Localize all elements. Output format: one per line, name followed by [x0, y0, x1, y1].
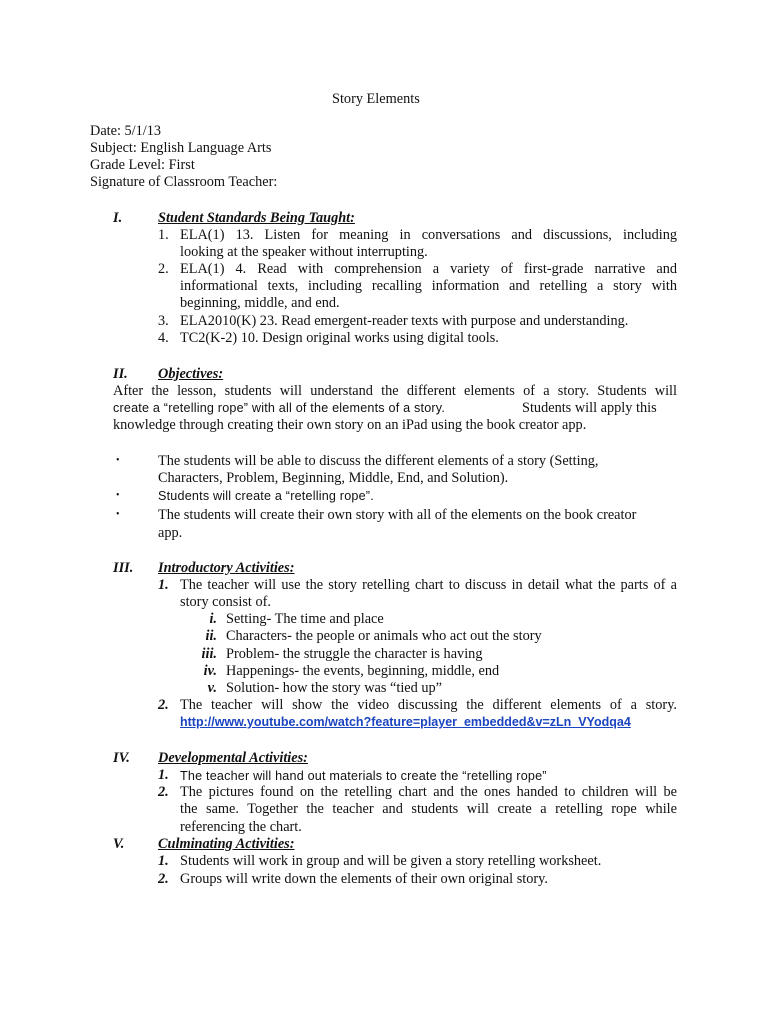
list-item-text: ELA(1) 13. Listen for meaning in conversations and discussions, including: [180, 227, 677, 243]
list-item-text: ELA2010(K) 23. Read emergent-reader texts with purpose and understanding.: [180, 313, 629, 329]
section-numeral: III.: [113, 560, 134, 576]
list-item-text: looking at the speaker without interrupting.: [180, 244, 428, 260]
list-number: 2.: [158, 871, 169, 887]
list-item-text: Groups will write down the elements of their own original story.: [180, 871, 548, 887]
list-number: 2.: [158, 261, 169, 277]
bullet-text: app.: [158, 525, 183, 541]
sub-item-text: Setting- The time and place: [226, 611, 384, 627]
section-heading: Introductory Activities:: [158, 560, 295, 576]
video-link[interactable]: http://www.youtube.com/watch?feature=player_embedded&v=zLn_VYodqa4: [180, 715, 631, 729]
roman-subnumber: ii.: [205, 628, 217, 644]
roman-subnumber: iii.: [201, 646, 217, 662]
list-item-text: ELA(1) 4. Read with comprehension a variety of first-grade narrative and: [180, 261, 677, 277]
roman-subnumber: iv.: [203, 663, 217, 679]
list-number: 1.: [158, 577, 169, 593]
bullet-text: The students will be able to discuss the different elements of a story (Setting,: [158, 453, 599, 469]
section-numeral: I.: [113, 210, 123, 226]
paragraph-line: knowledge through creating their own story on an iPad using the book creator app.: [113, 417, 587, 433]
bullet-text: Students will create a “retelling rope”.: [158, 489, 374, 503]
date-line: Date: 5/1/13: [90, 123, 162, 139]
signature-line: Signature of Classroom Teacher:: [90, 174, 278, 190]
section-heading: Student Standards Being Taught:: [158, 210, 355, 226]
list-item-text: beginning, middle, and end.: [180, 295, 340, 311]
list-item-text: The teacher will hand out materials to create the “retelling rope”: [180, 769, 547, 783]
bullet-icon: •: [116, 509, 120, 520]
paragraph-line: Students will apply this: [522, 400, 657, 416]
list-item-text: The pictures found on the retelling chart and the ones handed to children will be: [180, 784, 677, 800]
subject-line: Subject: English Language Arts: [90, 140, 272, 156]
section-heading: Developmental Activities:: [158, 750, 308, 766]
grade-line: Grade Level: First: [90, 157, 195, 173]
list-item-text: referencing the chart.: [180, 819, 302, 835]
bullet-icon: •: [116, 490, 120, 501]
list-number: 2.: [158, 784, 169, 800]
bullet-text: Characters, Problem, Beginning, Middle, End, and Solution).: [158, 470, 509, 486]
list-item-text: story consist of.: [180, 594, 271, 610]
roman-subnumber: i.: [209, 611, 217, 627]
list-item-text: The teacher will use the story retelling chart to discuss in detail what the parts of a: [180, 577, 677, 593]
list-item-text: TC2(K-2) 10. Design original works using digital tools.: [180, 330, 499, 346]
section-numeral: IV.: [113, 750, 130, 766]
bullet-icon: •: [116, 455, 120, 466]
paragraph-line: After the lesson, students will understand the different elements of a story. Students will: [113, 383, 677, 399]
list-number: 1.: [158, 767, 169, 783]
list-number: 1.: [158, 227, 169, 243]
list-number: 1.: [158, 853, 169, 869]
document-title: Story Elements: [332, 91, 420, 107]
paragraph-line: create a “retelling rope” with all of the elements of a story.: [113, 401, 446, 415]
list-item-text: informational texts, including recalling information and retelling a story with: [180, 278, 677, 294]
section-heading: Objectives:: [158, 366, 224, 382]
bullet-text: The students will create their own story with all of the elements on the book creator: [158, 507, 637, 523]
list-item-text: Students will work in group and will be given a story retelling worksheet.: [180, 853, 602, 869]
roman-subnumber: v.: [207, 680, 217, 696]
sub-item-text: Solution- how the story was “tied up”: [226, 680, 443, 696]
sub-item-text: Happenings- the events, beginning, middle, end: [226, 663, 500, 679]
sub-item-text: Characters- the people or animals who act out the story: [226, 628, 542, 644]
list-number: 3.: [158, 313, 169, 329]
sub-item-text: Problem- the struggle the character is having: [226, 646, 483, 662]
list-number: 2.: [158, 697, 169, 713]
list-number: 4.: [158, 330, 169, 346]
list-item-text: The teacher will show the video discussing the different elements of a story.: [180, 697, 677, 713]
section-numeral: V.: [113, 836, 125, 852]
section-numeral: II.: [113, 366, 128, 382]
list-item-text: the same. Together the teacher and students will create a retelling rope while: [180, 801, 677, 817]
section-heading: Culminating Activities:: [158, 836, 295, 852]
